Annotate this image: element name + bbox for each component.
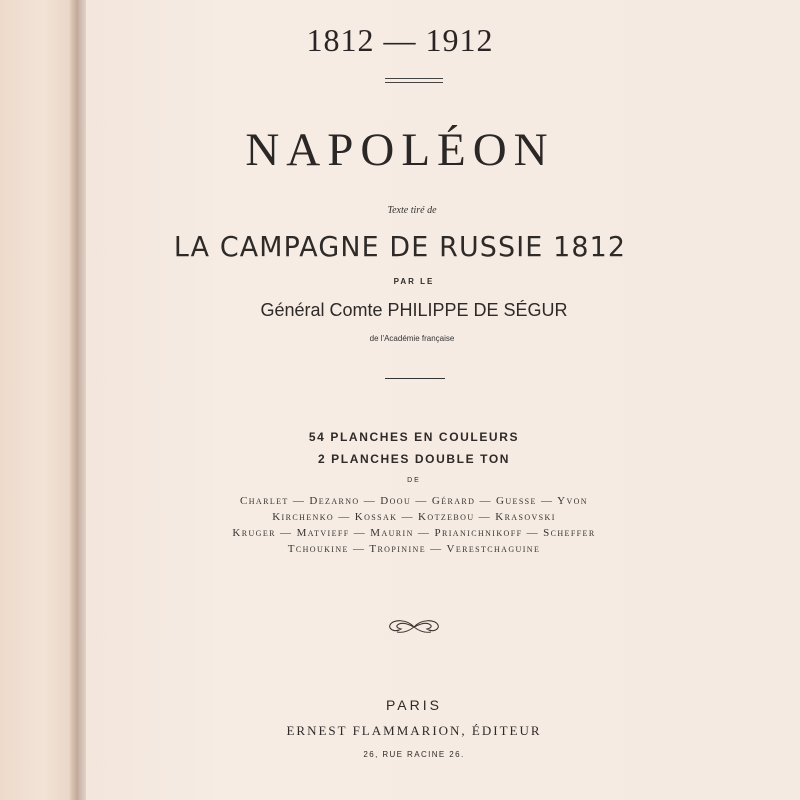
par-le-label: PAR LE [393,277,435,286]
main-title: NAPOLÉON [245,124,555,176]
publisher-address: 26, RUE RACINE 26. [363,750,465,759]
artists-line: Tchoukine — Tropinine — Verestchaguine [287,543,541,555]
de-label: DE [407,477,421,484]
ornament-icon [387,617,441,637]
artists-line: Charlet — Dezarno — Doou — Gérard — Guesse — Yvon [240,495,588,507]
double-rule-bottom [385,82,443,83]
section-divider [385,378,445,379]
double-rule-top [385,78,443,79]
artists-line: Kirchenko — Kossak — Kotzebou — Krasovski [272,511,556,523]
work-title: LA CAMPAGNE DE RUSSIE 1812 [173,230,627,263]
title-page [86,0,800,800]
publisher: ERNEST FLAMMARION, ÉDITEUR [286,723,542,738]
academy-affiliation: de l'Académie française [369,334,455,343]
subtitle-intro: Texte tiré de [387,205,437,216]
plates-color-line: 54 PLANCHES EN COULEURS [308,430,520,444]
city: PARIS [386,697,442,713]
plates-double-line: 2 PLANCHES DOUBLE TON [317,452,511,466]
dates-heading: 1812 — 1912 [306,22,494,58]
left-page-edge [0,0,78,800]
author-name: Général Comte PHILIPPE DE SÉGUR [260,300,568,320]
artists-line: Kruger — Matvieff — Maurin — Prianichnikoff — Scheffer [232,527,596,539]
